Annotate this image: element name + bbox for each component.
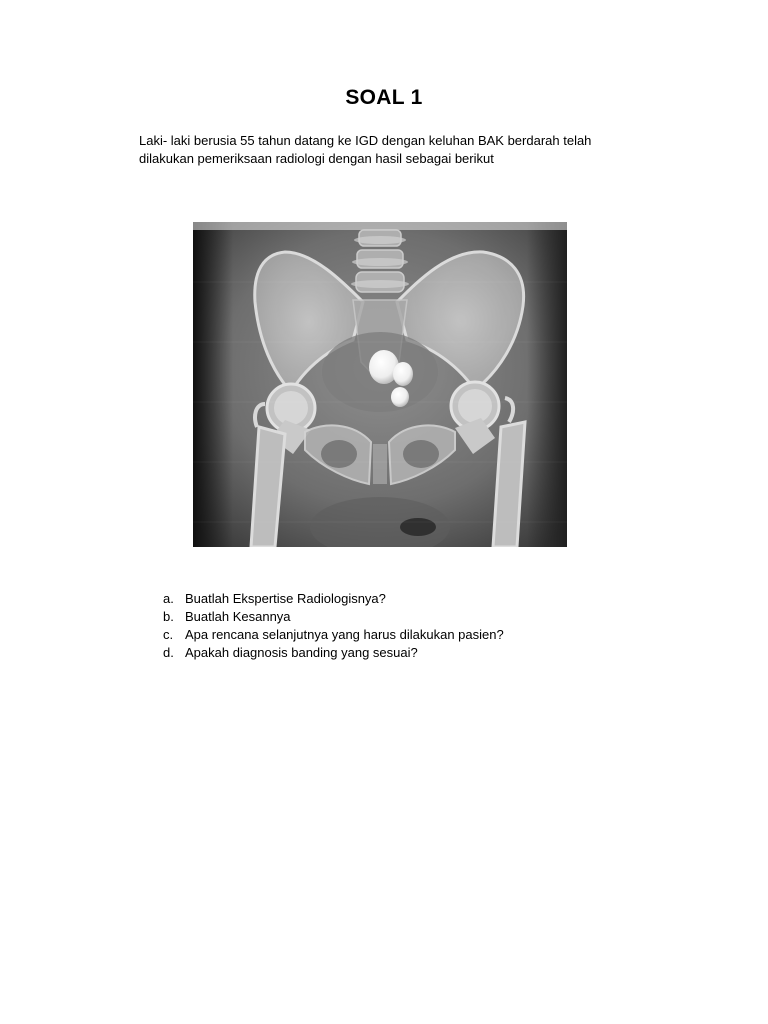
question-text: Buatlah Kesannya [185,609,291,624]
question-intro [139,132,659,168]
pelvis-xray-image [193,222,567,547]
intro-line: dilakukan pemeriksaan radiologi dengan hasil sebagai berikut [139,151,494,166]
list-marker: c. [163,627,174,642]
intro-line: Laki- laki berusia 55 tahun datang ke IGD dengan keluhan BAK berdarah telah [139,133,592,148]
list-item [163,590,504,608]
question-text: Apa rencana selanjutnya yang harus dilakukan pasien? [185,627,504,642]
list-marker: b. [163,609,174,624]
list-item [163,608,504,626]
question-list [163,590,504,662]
list-marker: a. [163,591,174,606]
list-item [163,626,504,644]
list-item [163,644,504,662]
question-text: Apakah diagnosis banding yang sesuai? [185,645,418,660]
page-title: SOAL 1 [345,86,423,109]
question-text: Buatlah Ekspertise Radiologisnya? [185,591,386,606]
list-marker: d. [163,645,174,660]
